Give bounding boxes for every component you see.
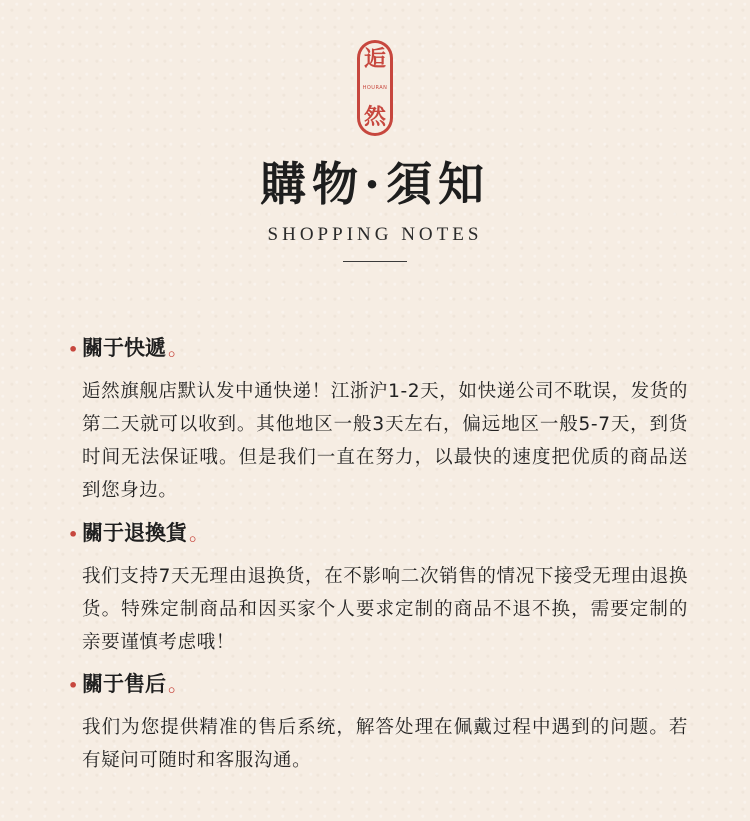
section-heading-text: 關于售后 [82, 672, 166, 696]
bullet-dot-icon: • [68, 525, 79, 544]
section-body: 我们支持7天无理由退换货，在不影响二次销售的情况下接受无理由退换货。特殊定制商品和因买家个人要求定制的商品不退不换，需要定制的亲要谨慎考虑哦！ [82, 566, 688, 653]
section-returns [68, 518, 688, 659]
section-shipping [68, 333, 688, 507]
section-heading [68, 518, 688, 548]
section-heading-text: 關于快遞 [82, 336, 166, 360]
bullet-dot-icon: • [68, 340, 79, 359]
section-heading [68, 669, 688, 699]
title-divider [343, 261, 407, 262]
page-subtitle: SHOPPING NOTES [267, 224, 483, 245]
seal-char-bottom: 然 [363, 104, 386, 130]
heading-circle-mark: 。 [168, 672, 188, 696]
heading-circle-mark: 。 [189, 521, 209, 545]
heading-circle-mark: 。 [168, 336, 188, 360]
section-heading-text: 關于退換貨 [82, 521, 187, 545]
section-body: 我们为您提供精准的售后系统，解答处理在佩戴过程中遇到的问题。若有疑问可随时和客服沟通。 [82, 717, 688, 771]
section-body: 逅然旗舰店默认发中通快递！江浙沪1-2天，如快递公司不耽误，发货的第二天就可以收到。其他地区一般3天左右，偏远地区一般5-7天，到货时间无法保证哦。但是我们一直在努力，以最快的速度把优质的商品送到您身边。 [82, 381, 688, 501]
section-after-sales [68, 669, 688, 777]
brand-seal-logo [357, 40, 393, 136]
seal-char-top: 逅 [363, 46, 386, 72]
seal-romanized: HOURAN [362, 85, 388, 91]
bullet-dot-icon: • [68, 676, 79, 695]
page-title: 購物·須知 [259, 157, 490, 211]
section-heading [68, 333, 688, 363]
